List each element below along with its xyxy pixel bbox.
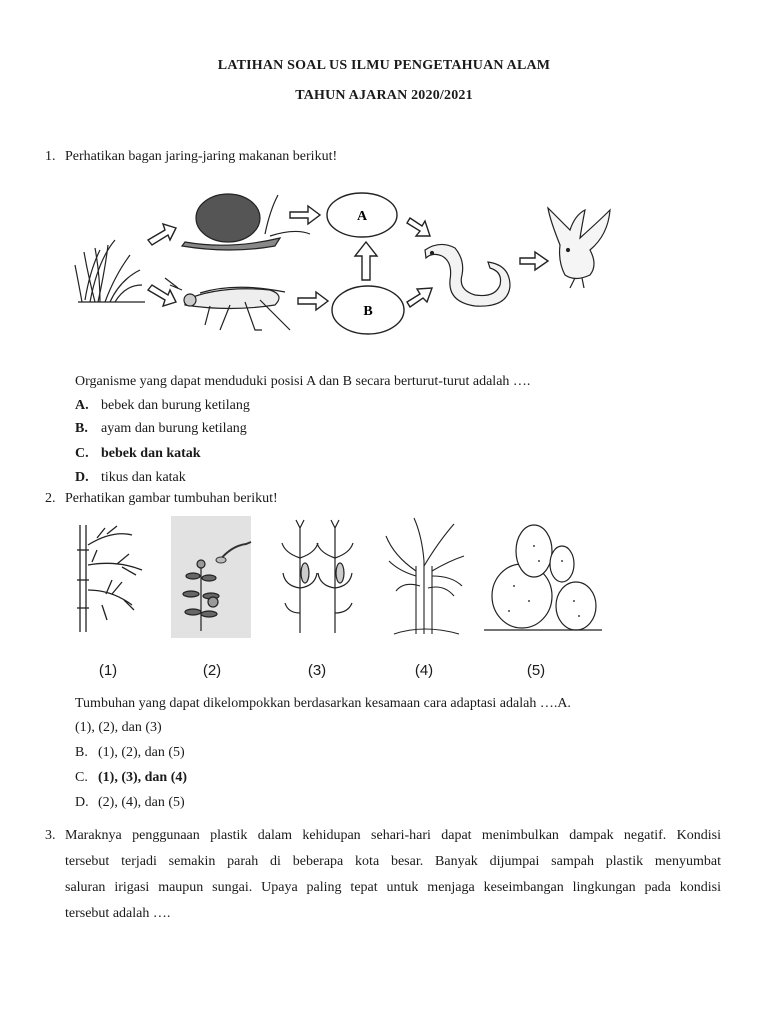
q1-option-letter: A. bbox=[75, 398, 89, 413]
plant-caption: (2) bbox=[202, 662, 222, 679]
q2-option-a-text: (1), (2), dan (3) bbox=[75, 720, 162, 735]
q3-line: Maraknya penggunaan plastik dalam kehidupan sehari-hari dapat menimbulkan dampak negatif. Kondisi bbox=[65, 828, 721, 843]
q3-number: 3. bbox=[45, 828, 56, 843]
school-year: TAHUN AJARAN 2020/2021 bbox=[295, 88, 473, 103]
page-title: LATIHAN SOAL US ILMU PENGETAHUAN ALAM bbox=[217, 58, 551, 73]
mimosa-icon bbox=[171, 516, 251, 638]
arrow-icon bbox=[290, 206, 328, 310]
q2-question: Tumbuhan yang dapat dikelompokkan berdasarkan kesamaan cara adaptasi adalah ….A. bbox=[75, 696, 571, 711]
bamboo-icon bbox=[72, 520, 147, 635]
plant-caption: (5) bbox=[526, 662, 546, 679]
grasshopper-icon bbox=[165, 278, 290, 330]
q2-prompt: Perhatikan gambar tumbuhan berikut! bbox=[65, 491, 278, 506]
plant-caption: (3) bbox=[307, 662, 327, 679]
grass-icon bbox=[75, 240, 145, 302]
q3-line: tersebut terjadi semakin parah di beberapa kota besar. Banyak dijumpai sampah plastik menyumbat bbox=[65, 854, 721, 869]
q1-option-letter: C. bbox=[75, 446, 89, 461]
q2-option-letter: D. bbox=[75, 795, 89, 810]
q1-option-letter: B. bbox=[75, 421, 88, 436]
q2-option-text-correct: (1), (3), dan (4) bbox=[98, 770, 188, 785]
q2-option-letter: C. bbox=[75, 770, 88, 785]
q3-line: tersebut adalah …. bbox=[65, 906, 171, 921]
arrow-icon bbox=[148, 224, 176, 306]
q2-option-letter: B. bbox=[75, 745, 88, 760]
corn-icon bbox=[280, 518, 355, 636]
q1-option-text: tikus dan katak bbox=[101, 470, 186, 485]
q1-option-text: bebek dan burung ketilang bbox=[101, 398, 250, 413]
arrow-icon bbox=[407, 218, 432, 307]
arrow-icon bbox=[355, 242, 377, 280]
q2-option-text: (1), (2), dan (5) bbox=[98, 745, 185, 760]
plant-caption: (4) bbox=[414, 662, 434, 679]
cactus-icon bbox=[484, 516, 604, 638]
node-b-label: B bbox=[363, 304, 373, 319]
q1-option-letter: D. bbox=[75, 470, 89, 485]
q1-option-text-correct: bebek dan katak bbox=[101, 446, 201, 461]
arrow-icon bbox=[520, 252, 548, 270]
q2-option-text: (2), (4), dan (5) bbox=[98, 795, 185, 810]
snake-icon bbox=[425, 244, 510, 306]
q1-option-text: ayam dan burung ketilang bbox=[101, 421, 247, 436]
snail-icon bbox=[182, 194, 310, 250]
q1-question: Organisme yang dapat menduduki posisi A dan B secara berturut-turut adalah …. bbox=[75, 374, 531, 389]
q1-prompt: Perhatikan bagan jaring-jaring makanan berikut! bbox=[65, 149, 338, 164]
q2-number: 2. bbox=[45, 491, 56, 506]
sugarcane-icon bbox=[384, 516, 466, 638]
q1-number: 1. bbox=[45, 149, 56, 164]
food-web-diagram bbox=[70, 190, 630, 350]
eagle-icon bbox=[548, 208, 610, 288]
plant-caption: (1) bbox=[98, 662, 118, 679]
node-a-label: A bbox=[356, 209, 368, 224]
q3-line: saluran irigasi maupun sungai. Upaya paling tepat untuk menjaga keseimbangan lingkungan pada kondisi bbox=[65, 880, 721, 895]
